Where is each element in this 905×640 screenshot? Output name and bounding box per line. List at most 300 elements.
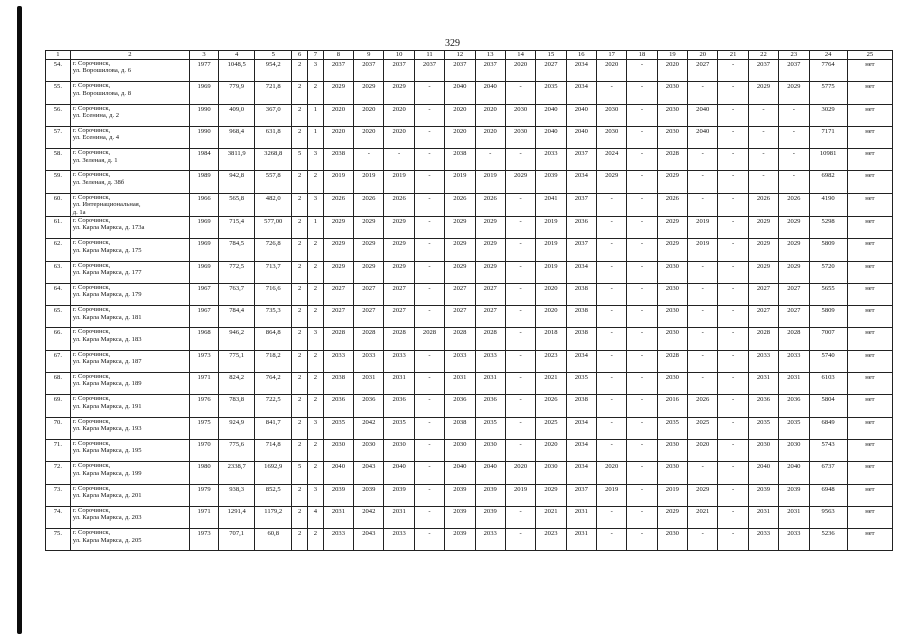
address-line: г. Сорочинск, xyxy=(72,126,111,134)
address-line: ул. Есенина, д. 2 xyxy=(72,112,120,119)
value-cell-col-23: 2030 xyxy=(779,439,809,461)
table-row xyxy=(46,126,893,148)
value-cell-col-14: - xyxy=(505,506,535,528)
value-cell-col-18: - xyxy=(627,60,657,82)
value-cell-col-15: 2018 xyxy=(536,328,566,350)
value-cell-col-8: 2040 xyxy=(323,462,353,484)
value-cell-col-23: 2029 xyxy=(779,239,809,261)
value-cell-col-23: 2039 xyxy=(779,484,809,506)
column-header-7: 7 xyxy=(308,51,324,60)
value-cell-col-9: 2042 xyxy=(354,506,384,528)
value-cell-col-13: 2028 xyxy=(475,328,505,350)
value-cell-col-5: 713,7 xyxy=(255,261,292,283)
value-cell-col-25: нет xyxy=(847,306,892,328)
column-header-3: 3 xyxy=(189,51,218,60)
value-cell-col-16: 2040 xyxy=(566,104,596,126)
value-cell-col-20: - xyxy=(688,529,718,551)
value-cell-col-20: - xyxy=(688,350,718,372)
value-cell-col-21: - xyxy=(718,126,748,148)
value-cell-col-13: 2019 xyxy=(475,171,505,193)
value-cell-col-13: 2033 xyxy=(475,350,505,372)
value-cell-col-19: 2028 xyxy=(657,149,687,171)
value-cell-col-6: 2 xyxy=(292,350,308,372)
value-cell-col-25: нет xyxy=(847,104,892,126)
value-cell-col-15: 2035 xyxy=(536,82,566,104)
value-cell-col-15: 2029 xyxy=(536,484,566,506)
value-cell-col-23: 2029 xyxy=(779,217,809,239)
value-cell-col-8: 2027 xyxy=(323,306,353,328)
value-cell-col-14: - xyxy=(505,261,535,283)
value-cell-col-5: 367,0 xyxy=(255,104,292,126)
value-cell-col-5: 722,5 xyxy=(255,395,292,417)
binding-edge-bar xyxy=(17,6,22,634)
value-cell-col-17: 2019 xyxy=(596,484,626,506)
value-cell-col-8: 2020 xyxy=(323,104,353,126)
value-cell-col-14: 2020 xyxy=(505,462,535,484)
value-cell-col-11: - xyxy=(414,306,444,328)
value-cell-col-19: 2029 xyxy=(657,506,687,528)
value-cell-col-17: - xyxy=(596,306,626,328)
value-cell-col-10: 2039 xyxy=(384,484,414,506)
value-cell-col-9: 2029 xyxy=(354,217,384,239)
value-cell-col-20: - xyxy=(688,193,718,216)
value-cell-col-25: нет xyxy=(847,82,892,104)
value-cell-col-18: - xyxy=(627,283,657,305)
row-number-cell: 73. xyxy=(46,484,71,506)
value-cell-col-6: 2 xyxy=(292,306,308,328)
value-cell-col-23: 2029 xyxy=(779,82,809,104)
row-number-cell: 58. xyxy=(46,149,71,171)
value-cell-col-13: 2029 xyxy=(475,261,505,283)
value-cell-col-13: 2040 xyxy=(475,462,505,484)
value-cell-col-11: - xyxy=(414,439,444,461)
address-cell xyxy=(70,104,189,126)
value-cell-col-14: - xyxy=(505,82,535,104)
value-cell-col-15: 2020 xyxy=(536,439,566,461)
value-cell-col-15: 2039 xyxy=(536,171,566,193)
value-cell-col-10: 2035 xyxy=(384,417,414,439)
value-cell-col-3: 1968 xyxy=(189,328,218,350)
value-cell-col-24: 5655 xyxy=(809,283,847,305)
value-cell-col-5: 557,8 xyxy=(255,171,292,193)
address-cell xyxy=(70,239,189,261)
value-cell-col-10: - xyxy=(384,149,414,171)
value-cell-col-4: 707,1 xyxy=(219,529,255,551)
row-number-cell: 66. xyxy=(46,328,71,350)
row-number-cell: 55. xyxy=(46,82,71,104)
value-cell-col-10: 2030 xyxy=(384,439,414,461)
value-cell-col-18: - xyxy=(627,484,657,506)
value-cell-col-3: 1973 xyxy=(189,350,218,372)
value-cell-col-10: 2037 xyxy=(384,60,414,82)
value-cell-col-21: - xyxy=(718,439,748,461)
value-cell-col-17: 2030 xyxy=(596,104,626,126)
row-number-cell: 59. xyxy=(46,171,71,193)
table-row xyxy=(46,239,893,261)
value-cell-col-8: 2036 xyxy=(323,395,353,417)
value-cell-col-9: 2029 xyxy=(354,261,384,283)
value-cell-col-5: 864,8 xyxy=(255,328,292,350)
value-cell-col-6: 2 xyxy=(292,193,308,216)
value-cell-col-3: 1969 xyxy=(189,82,218,104)
value-cell-col-5: 841,7 xyxy=(255,417,292,439)
address-cell xyxy=(70,60,189,82)
value-cell-col-19: 2030 xyxy=(657,373,687,395)
value-cell-col-25: нет xyxy=(847,462,892,484)
value-cell-col-19: 2030 xyxy=(657,261,687,283)
value-cell-col-3: 1989 xyxy=(189,171,218,193)
address-line: ул. Ворошилова, д. 8 xyxy=(72,89,132,97)
value-cell-col-15: 2021 xyxy=(536,506,566,528)
value-cell-col-22: 2037 xyxy=(748,60,778,82)
table-row xyxy=(46,462,893,484)
value-cell-col-3: 1979 xyxy=(189,484,218,506)
address-line: г. Сорочинск, xyxy=(72,261,111,269)
column-header-16: 16 xyxy=(566,51,596,60)
value-cell-col-8: 2031 xyxy=(323,506,353,528)
value-cell-col-21: - xyxy=(718,529,748,551)
value-cell-col-5: 764,2 xyxy=(255,373,292,395)
value-cell-col-6: 2 xyxy=(292,60,308,82)
value-cell-col-11: - xyxy=(414,193,444,216)
table-row xyxy=(46,373,893,395)
address-line: г. Сорочинск, xyxy=(72,439,111,447)
address-line: г. Сорочинск, xyxy=(72,306,111,314)
value-cell-col-15: 2041 xyxy=(536,193,566,216)
value-cell-col-11: - xyxy=(414,126,444,148)
value-cell-col-9: 2039 xyxy=(354,484,384,506)
value-cell-col-6: 2 xyxy=(292,484,308,506)
value-cell-col-25: нет xyxy=(847,193,892,216)
value-cell-col-25: нет xyxy=(847,439,892,461)
row-number-cell: 74. xyxy=(46,506,71,528)
row-number-cell: 69. xyxy=(46,395,71,417)
row-number-cell: 61. xyxy=(46,217,71,239)
column-header-25: 25 xyxy=(847,51,892,60)
value-cell-col-13: 2040 xyxy=(475,82,505,104)
value-cell-col-18: - xyxy=(627,417,657,439)
value-cell-col-3: 1971 xyxy=(189,506,218,528)
value-cell-col-13: 2029 xyxy=(475,217,505,239)
column-header-18: 18 xyxy=(627,51,657,60)
value-cell-col-12: 2030 xyxy=(445,439,475,461)
value-cell-col-18: - xyxy=(627,149,657,171)
value-cell-col-16: 2031 xyxy=(566,529,596,551)
value-cell-col-16: 2031 xyxy=(566,506,596,528)
value-cell-col-6: 2 xyxy=(292,171,308,193)
value-cell-col-9: 2030 xyxy=(354,439,384,461)
value-cell-col-12: 2029 xyxy=(445,217,475,239)
value-cell-col-14: - xyxy=(505,306,535,328)
value-cell-col-15: 2025 xyxy=(536,417,566,439)
value-cell-col-14: - xyxy=(505,283,535,305)
value-cell-col-9: 2043 xyxy=(354,462,384,484)
value-cell-col-12: 2040 xyxy=(445,82,475,104)
value-cell-col-22: 2029 xyxy=(748,239,778,261)
value-cell-col-20: 2019 xyxy=(688,217,718,239)
value-cell-col-14: - xyxy=(505,239,535,261)
value-cell-col-9: 2029 xyxy=(354,82,384,104)
value-cell-col-21: - xyxy=(718,104,748,126)
value-cell-col-4: 1291,4 xyxy=(219,506,255,528)
value-cell-col-7: 2 xyxy=(308,462,324,484)
value-cell-col-21: - xyxy=(718,261,748,283)
value-cell-col-18: - xyxy=(627,193,657,216)
value-cell-col-22: 2029 xyxy=(748,261,778,283)
value-cell-col-15: 2019 xyxy=(536,239,566,261)
value-cell-col-3: 1976 xyxy=(189,395,218,417)
address-cell xyxy=(70,149,189,171)
value-cell-col-3: 1966 xyxy=(189,193,218,216)
value-cell-col-9: 2020 xyxy=(354,104,384,126)
address-line: г. Сорочинск, xyxy=(72,283,111,291)
value-cell-col-22: 2036 xyxy=(748,395,778,417)
value-cell-col-24: 10981 xyxy=(809,149,847,171)
value-cell-col-23: 2036 xyxy=(779,395,809,417)
value-cell-col-17: 2030 xyxy=(596,126,626,148)
value-cell-col-20: 2029 xyxy=(688,484,718,506)
value-cell-col-12: 2036 xyxy=(445,395,475,417)
value-cell-col-15: 2023 xyxy=(536,350,566,372)
value-cell-col-13: 2027 xyxy=(475,283,505,305)
address-line: ул. Карла Маркса, д. 175 xyxy=(72,246,142,254)
value-cell-col-15: 2030 xyxy=(536,462,566,484)
table-row xyxy=(46,149,893,171)
value-cell-col-11: - xyxy=(414,506,444,528)
value-cell-col-3: 1990 xyxy=(189,126,218,148)
value-cell-col-14: - xyxy=(505,328,535,350)
value-cell-col-18: - xyxy=(627,506,657,528)
value-cell-col-8: 2027 xyxy=(323,283,353,305)
table-row xyxy=(46,283,893,305)
value-cell-col-9: 2037 xyxy=(354,60,384,82)
value-cell-col-20: - xyxy=(688,261,718,283)
value-cell-col-18: - xyxy=(627,171,657,193)
table-row xyxy=(46,417,893,439)
column-header-15: 15 xyxy=(536,51,566,60)
value-cell-col-14: - xyxy=(505,529,535,551)
value-cell-col-6: 2 xyxy=(292,126,308,148)
table-row xyxy=(46,104,893,126)
value-cell-col-7: 2 xyxy=(308,171,324,193)
value-cell-col-3: 1969 xyxy=(189,217,218,239)
column-header-24: 24 xyxy=(809,51,847,60)
value-cell-col-19: 2026 xyxy=(657,193,687,216)
address-line: ул. Интернациональная, xyxy=(72,201,141,209)
address-cell xyxy=(70,171,189,193)
address-line: ул. Карла Маркса, д. 183 xyxy=(72,335,142,343)
value-cell-col-24: 5775 xyxy=(809,82,847,104)
value-cell-col-17: 2020 xyxy=(596,60,626,82)
value-cell-col-18: - xyxy=(627,328,657,350)
value-cell-col-19: 2019 xyxy=(657,484,687,506)
value-cell-col-11: - xyxy=(414,104,444,126)
address-line: ул. Карла Маркса, д. 195 xyxy=(72,447,142,455)
value-cell-col-16: 2037 xyxy=(566,484,596,506)
value-cell-col-3: 1980 xyxy=(189,462,218,484)
value-cell-col-19: 2030 xyxy=(657,439,687,461)
value-cell-col-20: 2025 xyxy=(688,417,718,439)
value-cell-col-24: 6103 xyxy=(809,373,847,395)
value-cell-col-20: 2026 xyxy=(688,395,718,417)
value-cell-col-4: 3811,9 xyxy=(219,149,255,171)
row-number-cell: 62. xyxy=(46,239,71,261)
value-cell-col-4: 924,9 xyxy=(219,417,255,439)
value-cell-col-22: 2028 xyxy=(748,328,778,350)
row-number-cell: 54. xyxy=(46,60,71,82)
value-cell-col-12: 2028 xyxy=(445,328,475,350)
value-cell-col-22: 2033 xyxy=(748,529,778,551)
value-cell-col-13: 2039 xyxy=(475,484,505,506)
value-cell-col-4: 824,2 xyxy=(219,373,255,395)
value-cell-col-23: 2031 xyxy=(779,373,809,395)
value-cell-col-24: 6982 xyxy=(809,171,847,193)
table-row xyxy=(46,217,893,239)
value-cell-col-17: 2024 xyxy=(596,149,626,171)
value-cell-col-10: 2040 xyxy=(384,462,414,484)
value-cell-col-9: 2043 xyxy=(354,529,384,551)
value-cell-col-8: 2038 xyxy=(323,373,353,395)
value-cell-col-5: 1179,2 xyxy=(255,506,292,528)
value-cell-col-12: 2038 xyxy=(445,417,475,439)
row-number-cell: 64. xyxy=(46,283,71,305)
value-cell-col-14: - xyxy=(505,439,535,461)
value-cell-col-7: 2 xyxy=(308,239,324,261)
value-cell-col-19: 2016 xyxy=(657,395,687,417)
value-cell-col-24: 4190 xyxy=(809,193,847,216)
value-cell-col-6: 2 xyxy=(292,217,308,239)
value-cell-col-21: - xyxy=(718,217,748,239)
value-cell-col-9: 2029 xyxy=(354,239,384,261)
value-cell-col-24: 5720 xyxy=(809,261,847,283)
value-cell-col-9: - xyxy=(354,149,384,171)
value-cell-col-16: 2036 xyxy=(566,217,596,239)
value-cell-col-11: - xyxy=(414,171,444,193)
table-row xyxy=(46,306,893,328)
value-cell-col-10: 2029 xyxy=(384,239,414,261)
address-line: г. Сорочинск, xyxy=(72,82,111,90)
value-cell-col-6: 2 xyxy=(292,529,308,551)
address-cell xyxy=(70,373,189,395)
value-cell-col-18: - xyxy=(627,217,657,239)
value-cell-col-7: 1 xyxy=(308,104,324,126)
address-line: ул. Карла Маркса, д. 205 xyxy=(72,536,142,544)
table-row xyxy=(46,60,893,82)
value-cell-col-3: 1990 xyxy=(189,104,218,126)
table-row xyxy=(46,261,893,283)
value-cell-col-15: 2019 xyxy=(536,261,566,283)
value-cell-col-3: 1970 xyxy=(189,439,218,461)
value-cell-col-10: 2031 xyxy=(384,506,414,528)
address-cell xyxy=(70,395,189,417)
value-cell-col-17: - xyxy=(596,350,626,372)
table-row xyxy=(46,171,893,193)
column-header-13: 13 xyxy=(475,51,505,60)
value-cell-col-19: 2030 xyxy=(657,328,687,350)
value-cell-col-20: - xyxy=(688,373,718,395)
address-line: г. Сорочинск, xyxy=(72,506,111,514)
value-cell-col-23: 2028 xyxy=(779,328,809,350)
value-cell-col-4: 946,2 xyxy=(219,328,255,350)
value-cell-col-15: 2027 xyxy=(536,60,566,82)
address-line: г. Сорочинск, xyxy=(72,462,111,470)
value-cell-col-7: 3 xyxy=(308,149,324,171)
value-cell-col-12: 2040 xyxy=(445,462,475,484)
row-number-cell: 75. xyxy=(46,529,71,551)
value-cell-col-4: 409,0 xyxy=(219,104,255,126)
value-cell-col-12: 2031 xyxy=(445,373,475,395)
value-cell-col-14: - xyxy=(505,149,535,171)
value-cell-col-23: 2029 xyxy=(779,261,809,283)
value-cell-col-12: 2029 xyxy=(445,239,475,261)
value-cell-col-21: - xyxy=(718,306,748,328)
value-cell-col-9: 2033 xyxy=(354,350,384,372)
value-cell-col-4: 763,7 xyxy=(219,283,255,305)
value-cell-col-22: 2029 xyxy=(748,217,778,239)
address-line: ул. Карла Маркса, д. 191 xyxy=(72,402,142,410)
value-cell-col-25: нет xyxy=(847,395,892,417)
value-cell-col-17: - xyxy=(596,283,626,305)
value-cell-col-6: 2 xyxy=(292,506,308,528)
value-cell-col-11: - xyxy=(414,149,444,171)
address-cell xyxy=(70,417,189,439)
value-cell-col-24: 5298 xyxy=(809,217,847,239)
value-cell-col-21: - xyxy=(718,506,748,528)
value-cell-col-6: 2 xyxy=(292,328,308,350)
value-cell-col-14: - xyxy=(505,217,535,239)
value-cell-col-10: 2029 xyxy=(384,82,414,104)
value-cell-col-7: 3 xyxy=(308,60,324,82)
address-line: ул. Есенина, д. 4 xyxy=(72,134,120,142)
value-cell-col-20: 2027 xyxy=(688,60,718,82)
value-cell-col-5: 60,8 xyxy=(255,529,292,551)
value-cell-col-13: 2026 xyxy=(475,193,505,216)
value-cell-col-7: 2 xyxy=(308,529,324,551)
address-line: ул. Карла Маркса, д. 201 xyxy=(72,491,142,499)
value-cell-col-14: - xyxy=(505,373,535,395)
value-cell-col-12: 2039 xyxy=(445,529,475,551)
value-cell-col-7: 1 xyxy=(308,126,324,148)
address-line: ул. Карла Маркса, д. 179 xyxy=(72,291,142,299)
value-cell-col-25: нет xyxy=(847,217,892,239)
value-cell-col-8: 2028 xyxy=(323,328,353,350)
value-cell-col-11: - xyxy=(414,417,444,439)
value-cell-col-11: - xyxy=(414,283,444,305)
value-cell-col-19: 2028 xyxy=(657,350,687,372)
value-cell-col-21: - xyxy=(718,171,748,193)
address-cell xyxy=(70,126,189,148)
table-row xyxy=(46,193,893,216)
value-cell-col-11: - xyxy=(414,239,444,261)
value-cell-col-19: 2030 xyxy=(657,529,687,551)
value-cell-col-22: - xyxy=(748,104,778,126)
value-cell-col-5: 482,0 xyxy=(255,193,292,216)
value-cell-col-23: 2033 xyxy=(779,350,809,372)
value-cell-col-15: 2021 xyxy=(536,373,566,395)
value-cell-col-3: 1969 xyxy=(189,239,218,261)
value-cell-col-24: 5236 xyxy=(809,529,847,551)
value-cell-col-11: - xyxy=(414,395,444,417)
value-cell-col-16: 2034 xyxy=(566,82,596,104)
value-cell-col-18: - xyxy=(627,373,657,395)
value-cell-col-17: - xyxy=(596,395,626,417)
value-cell-col-24: 6849 xyxy=(809,417,847,439)
value-cell-col-8: 2033 xyxy=(323,529,353,551)
address-line: ул. Карла Маркса, д. 177 xyxy=(72,269,142,276)
value-cell-col-13: - xyxy=(475,149,505,171)
value-cell-col-25: нет xyxy=(847,529,892,551)
value-cell-col-10: 2027 xyxy=(384,283,414,305)
